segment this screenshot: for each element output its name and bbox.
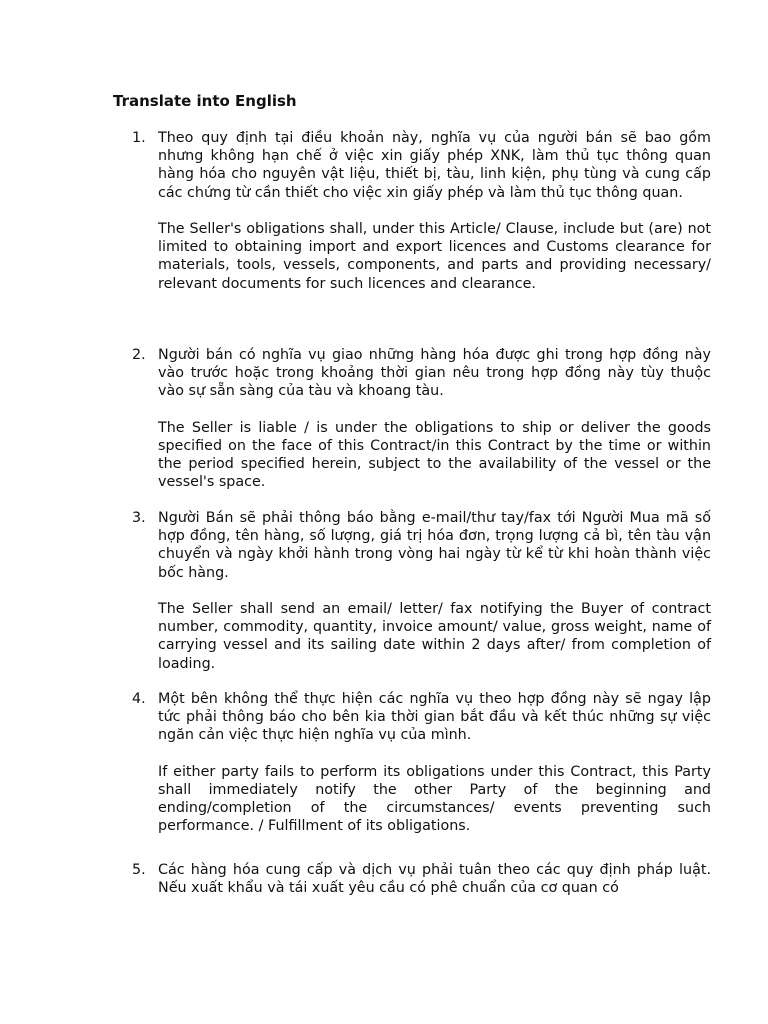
item-body [158,861,711,897]
item-number: 4. [132,691,146,707]
document-title: Translate into English [113,92,297,110]
item-body [158,690,711,836]
vietnamese-text: Một bên không thể thực hiện các nghĩa vụ theo hợp đồng này sẽ ngay lập tức phải thông báo cho bên kia thời gian bắt đầu và kết thúc những sự việc ngăn cản việc thực hiện nghĩa vụ của mình. [158,691,711,744]
vietnamese-text: Người Bán sẽ phải thông báo bằng e-mail/thư tay/fax tới Người Mua mã số hợp đồng, tên hàng, số lượng, giá trị hóa đơn, trọng lượng cả bì, tên tàu vận chuyển và ngày khởi hành trong vòng hai ngày từ kể từ khi hoàn thành việc bốc hàng. [158,510,711,581]
english-translation: The Seller's obligations shall, under this Article/ Clause, include but (are) not limited to obtaining import and export licences and Customs clearance for materials, tools, vessels, components, and parts and providing necessary/ relevant documents for such licences and clearance. [158,221,711,292]
english-translation: If either party fails to perform its obligations under this Contract, this Party shall immediately notify the other Party of the beginning and ending/completion of the circumstances/ events preventing such performance. / Fulfillment of its obligations. [158,763,711,835]
english-translation: The Seller is liable / is under the obligations to ship or deliver the goods specified on the face of this Contract/in this Contract by the time or within the period specified herein, subject to the availability of the vessel or the vessel's space. [158,419,711,491]
english-translation: The Seller shall send an email/ letter/ fax notifying the Buyer of contract number, commodity, quantity, invoice amount/ value, gross weight, name of carrying vessel and its sailing date within 2 days after/ from completion of loading. [158,601,711,672]
item-number: 2. [132,347,146,363]
item-number: 1. [132,130,146,146]
vietnamese-text: Theo quy định tại điều khoản này, nghĩa vụ của người bán sẽ bao gồm nhưng không hạn chế ở việc xin giấy phép XNK, làm thủ tục thông quan hàng hóa cho nguyên vật liệu, thiết bị, tàu, linh kiện, phụ tùng và cung cấp các chứng từ cần thiết cho việc xin giấy phép và làm thủ tục thông quan. [158,130,711,201]
item-number: 5. [132,862,146,878]
item-body [158,509,711,673]
vietnamese-text: Các hàng hóa cung cấp và dịch vụ phải tuân theo các quy định pháp luật. Nếu xuất khẩu và tái xuất yêu cầu có phê chuẩn của cơ quan có [158,862,711,897]
item-number: 3. [132,510,146,526]
item-body [158,346,711,492]
vietnamese-text: Người bán có nghĩa vụ giao những hàng hóa được ghi trong hợp đồng này vào trước hoặc trong khoảng thời gian nêu trong hợp đồng này tùy thuộc vào sự sẵn sàng của tàu và khoang tàu. [158,347,711,400]
item-body [158,129,711,293]
